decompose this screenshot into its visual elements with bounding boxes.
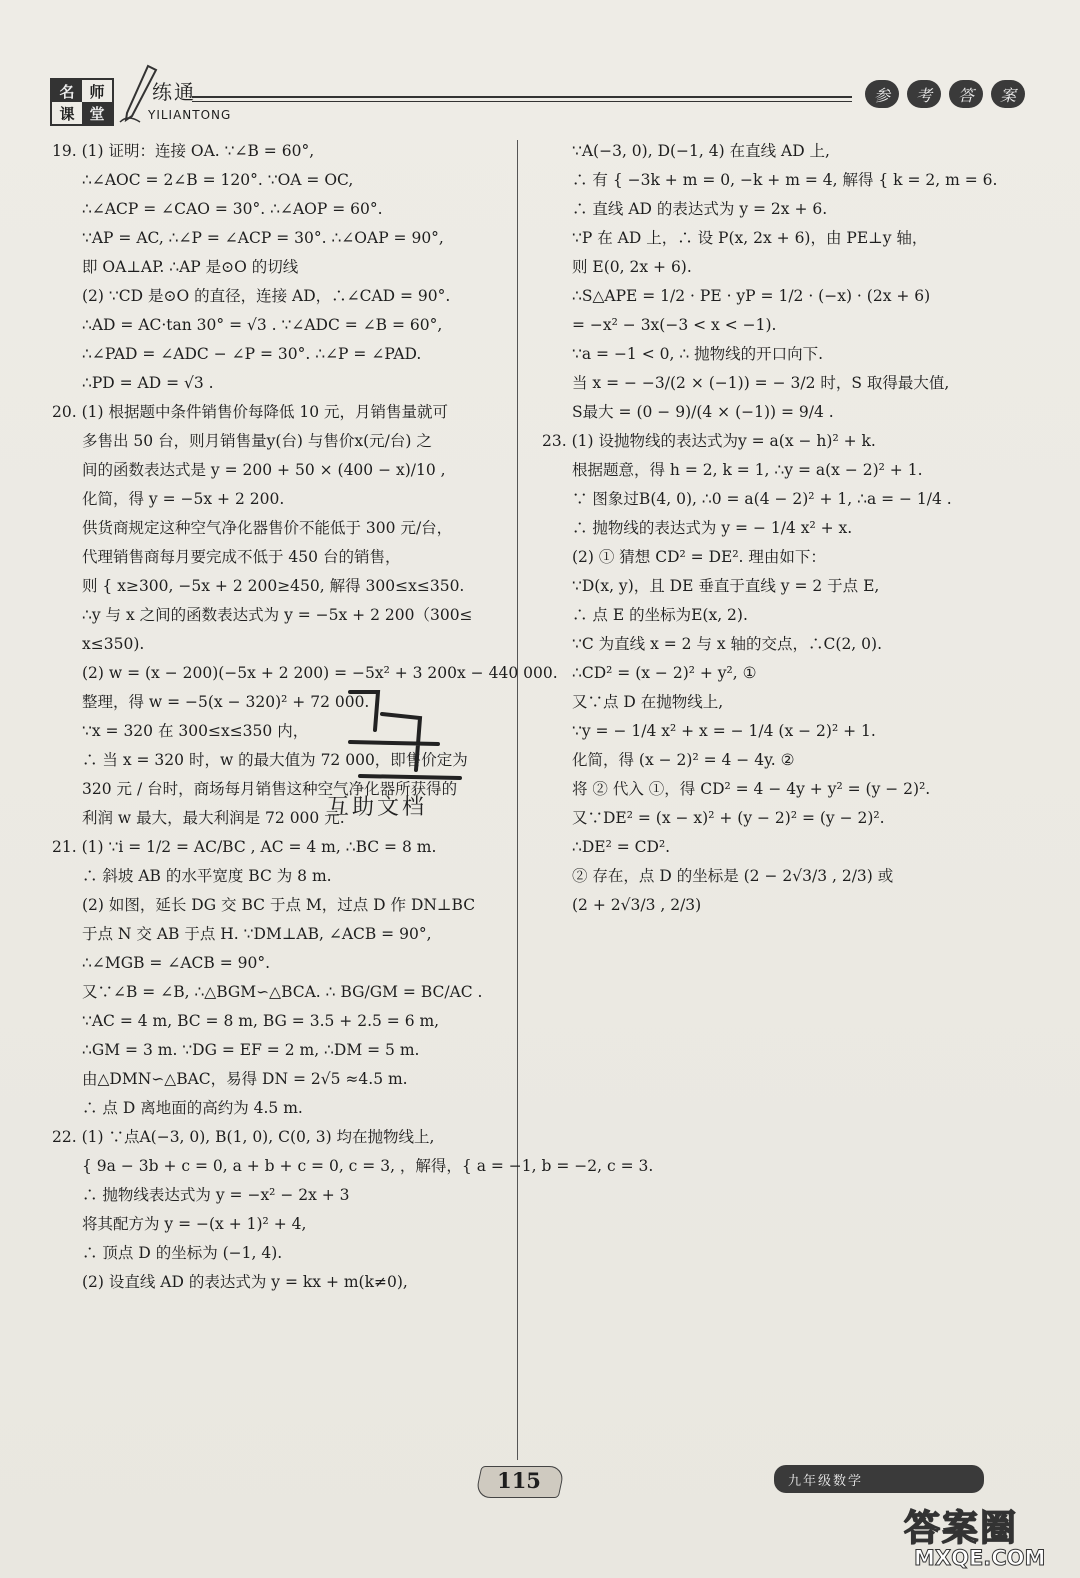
answer-line: ∵y = − 1/4 x² + x = − 1/4 (x − 2)² + 1.	[572, 722, 876, 740]
answer-line: ∴ 抛物线表达式为 y = −x² − 2x + 3	[82, 1186, 350, 1204]
answer-line: ∴ 点 E 的坐标为E(x, 2).	[572, 606, 748, 624]
answer-line: 则 E(0, 2x + 6).	[572, 258, 692, 276]
answer-line: (2) ∵CD 是⊙O 的直径，连接 AD，∴∠CAD = 90°.	[82, 287, 451, 305]
answer-line: ∴ 抛物线的表达式为 y = − 1/4 x² + x.	[572, 519, 853, 537]
reference-answer-tag	[850, 78, 1040, 110]
answer-line: ∴∠ACP = ∠CAO = 30°. ∴∠AOP = 60°.	[82, 200, 383, 218]
answer-line: ② 存在，点 D 的坐标是 (2 − 2√3/3 , 2/3) 或	[572, 867, 894, 885]
logo-cell: 师	[89, 82, 105, 101]
answer-line: ∵P 在 AD 上，∴ 设 P(x, 2x + 6)，由 PE⊥y 轴，	[572, 229, 928, 247]
answer-line: ∵ 图象过B(4, 0), ∴0 = a(4 − 2)² + 1, ∴a = − 1/4 .	[572, 490, 952, 508]
answer-line: ∴ 直线 AD 的表达式为 y = 2x + 6.	[572, 200, 828, 218]
answer-line: (2) 如图，延长 DG 交 BC 于点 M，过点 D 作 DN⊥BC	[82, 896, 476, 914]
answer-line: { 9a − 3b + c = 0, a + b + c = 0, c = 3, ，解得，{ a = −1, b = −2, c = 3.	[82, 1157, 654, 1175]
right-column	[542, 137, 998, 920]
answer-line: ∵C 为直线 x = 2 与 x 轴的交点，∴C(2, 0).	[572, 635, 883, 653]
answer-line: ∴∠AOC = 2∠B = 120°. ∵OA = OC,	[82, 171, 354, 189]
site-watermark-url: MXQE.COM	[914, 1546, 1046, 1570]
answer-line: ∵AP = AC, ∴∠P = ∠ACP = 30°. ∴∠OAP = 90°,	[82, 229, 444, 247]
page-number-badge	[478, 1466, 560, 1496]
watermark-text: 互助文档	[327, 795, 428, 820]
answer-line: 间的函数表达式是 y = 200 + 50 × (400 − x)/10 ,	[82, 461, 446, 479]
answer-line: ∴y 与 x 之间的函数表达式为 y = −5x + 2 200（300≤	[82, 606, 473, 624]
brand-title: 练通	[152, 80, 196, 104]
answer-line: 将 ② 代入 ①，得 CD² = 4 − 4y + y² = (y − 2)².	[572, 780, 931, 798]
answer-line: 又∵DE² = (x − x)² + (y − 2)² = (y − 2)².	[572, 809, 885, 827]
header-rule	[192, 96, 852, 98]
logo-cell: 名	[52, 80, 82, 102]
answer-line: ∴DE² = CD².	[572, 838, 671, 856]
logo-cell: 课	[59, 104, 75, 123]
answer-line: ∵A(−3, 0), D(−1, 4) 在直线 AD 上,	[572, 142, 830, 160]
brand-subtitle: YILIANTONG	[148, 108, 232, 122]
answer-line: 20. (1) 根据题中条件销售价每降低 10 元，月销售量就可	[52, 403, 449, 421]
answer-line: 根据题意，得 h = 2, k = 1, ∴y = a(x − 2)² + 1.	[572, 461, 923, 479]
tag-char: 案	[991, 80, 1025, 108]
answer-line: 22. (1) ∵点A(−3, 0), B(1, 0), C(0, 3) 均在抛物线上,	[52, 1128, 435, 1146]
answer-line: ∴CD² = (x − 2)² + y², ①	[572, 664, 757, 682]
answer-line: (2 + 2√3/3 , 2/3)	[572, 896, 702, 914]
answer-line: ∴PD = AD = √3 .	[82, 374, 214, 392]
answer-line: 多售出 50 台，则月销售量y(台) 与售价x(元/台) 之	[82, 432, 432, 450]
answer-line: 供货商规定这种空气净化器售价不能低于 300 元/台，	[82, 519, 453, 537]
answer-line: (2) ① 猜想 CD² = DE². 理由如下：	[572, 548, 826, 566]
answer-line: 将其配方为 y = −(x + 1)² + 4,	[82, 1215, 307, 1233]
answer-line: ∵x = 320 在 300≤x≤350 内，	[82, 722, 309, 740]
answer-line: ∴ 有 { −3k + m = 0, −k + m = 4, 解得 { k = 2, m = 6.	[572, 171, 998, 189]
answer-line: 化简，得 y = −5x + 2 200.	[82, 490, 285, 508]
answer-line: (2) 设直线 AD 的表达式为 y = kx + m(k≠0),	[82, 1273, 408, 1291]
answer-line: x≤350).	[82, 635, 145, 653]
answer-line: ∴∠MGB = ∠ACB = 90°.	[82, 954, 271, 972]
page-number: 115	[497, 1468, 541, 1493]
answer-line: ∴∠PAD = ∠ADC − ∠P = 30°. ∴∠P = ∠PAD.	[82, 345, 422, 363]
column-divider	[517, 140, 518, 1460]
answer-line: 由△DMN∽△BAC，易得 DN = 2√5 ≈4.5 m.	[82, 1070, 408, 1088]
answer-line: ∴ 点 D 离地面的高约为 4.5 m.	[82, 1099, 303, 1117]
page-header	[42, 70, 1042, 130]
answer-line: 又∵∠B = ∠B, ∴△BGM∽△BCA. ∴ BG/GM = BC/AC .	[82, 983, 483, 1001]
answer-line: 19. (1) 证明：连接 OA. ∵∠B = 60°,	[52, 142, 315, 160]
grade-subject-label: 九年级数学	[774, 1465, 984, 1493]
answer-line: 当 x = − −3/(2 × (−1)) = − 3/2 时，S 取得最大值,	[572, 374, 950, 392]
answer-line: ∴GM = 3 m. ∵DG = EF = 2 m, ∴DM = 5 m.	[82, 1041, 420, 1059]
answer-line: (2) w = (x − 200)(−5x + 2 200) = −5x² + 3 200x − 440 000.	[82, 664, 558, 682]
answer-line: 即 OA⊥AP. ∴AP 是⊙O 的切线	[82, 258, 299, 276]
header-rule-thin	[192, 101, 852, 102]
answer-line: 则 { x≥300, −5x + 2 200≥450, 解得 300≤x≤350.	[82, 577, 465, 595]
answer-line: ∴ 当 x = 320 时，w 的最大值为 72 000，即售价定为	[82, 751, 468, 769]
answer-line: S最大 = (0 − 9)/(4 × (−1)) = 9/4 .	[572, 403, 834, 421]
answer-line: ∴S△APE = 1/2 · PE · yP = 1/2 · (−x) · (2x + 6)	[572, 287, 931, 305]
answer-line: ∴AD = AC·tan 30° = √3 . ∵∠ADC = ∠B = 60°,	[82, 316, 443, 334]
answer-line: 于点 N 交 AB 于点 H. ∵DM⊥AB, ∠ACB = 90°,	[82, 925, 432, 943]
logo-cell: 堂	[82, 102, 112, 124]
tag-char: 考	[907, 80, 941, 108]
answer-line: 利润 w 最大，最大利润是 72 000 元.	[82, 809, 345, 827]
answer-line: ∴ 斜坡 AB 的水平宽度 BC 为 8 m.	[82, 867, 332, 885]
answer-line: = −x² − 3x(−3 < x < −1).	[572, 316, 777, 334]
answer-line: 320 元 / 台时，商场每月销售这种空气净化器所获得的	[82, 780, 458, 798]
tag-char: 答	[949, 80, 983, 108]
answer-line: ∴ 顶点 D 的坐标为 (−1, 4).	[82, 1244, 283, 1262]
answer-line: 代理销售商每月要完成不低于 450 台的销售，	[82, 548, 401, 566]
answer-line: 21. (1) ∵i = 1/2 = AC/BC , AC = 4 m, ∴BC = 8 m.	[52, 838, 437, 856]
answer-line: 整理，得 w = −5(x − 320)² + 72 000.	[82, 693, 370, 711]
answer-line: 23. (1) 设抛物线的表达式为y = a(x − h)² + k.	[542, 432, 876, 450]
answer-line: ∵a = −1 < 0, ∴ 抛物线的开口向下.	[572, 345, 824, 363]
answer-line: 又∵点 D 在抛物线上,	[572, 693, 724, 711]
site-watermark: 答案圈	[904, 1508, 1019, 1549]
tag-char: 参	[865, 80, 899, 108]
answer-line: ∵AC = 4 m, BC = 8 m, BG = 3.5 + 2.5 = 6 m,	[82, 1012, 440, 1030]
series-logo	[50, 78, 114, 126]
answer-line: 化简，得 (x − 2)² = 4 − 4y. ②	[572, 751, 795, 769]
answer-line: ∵D(x, y)，且 DE 垂直于直线 y = 2 于点 E,	[572, 577, 880, 595]
